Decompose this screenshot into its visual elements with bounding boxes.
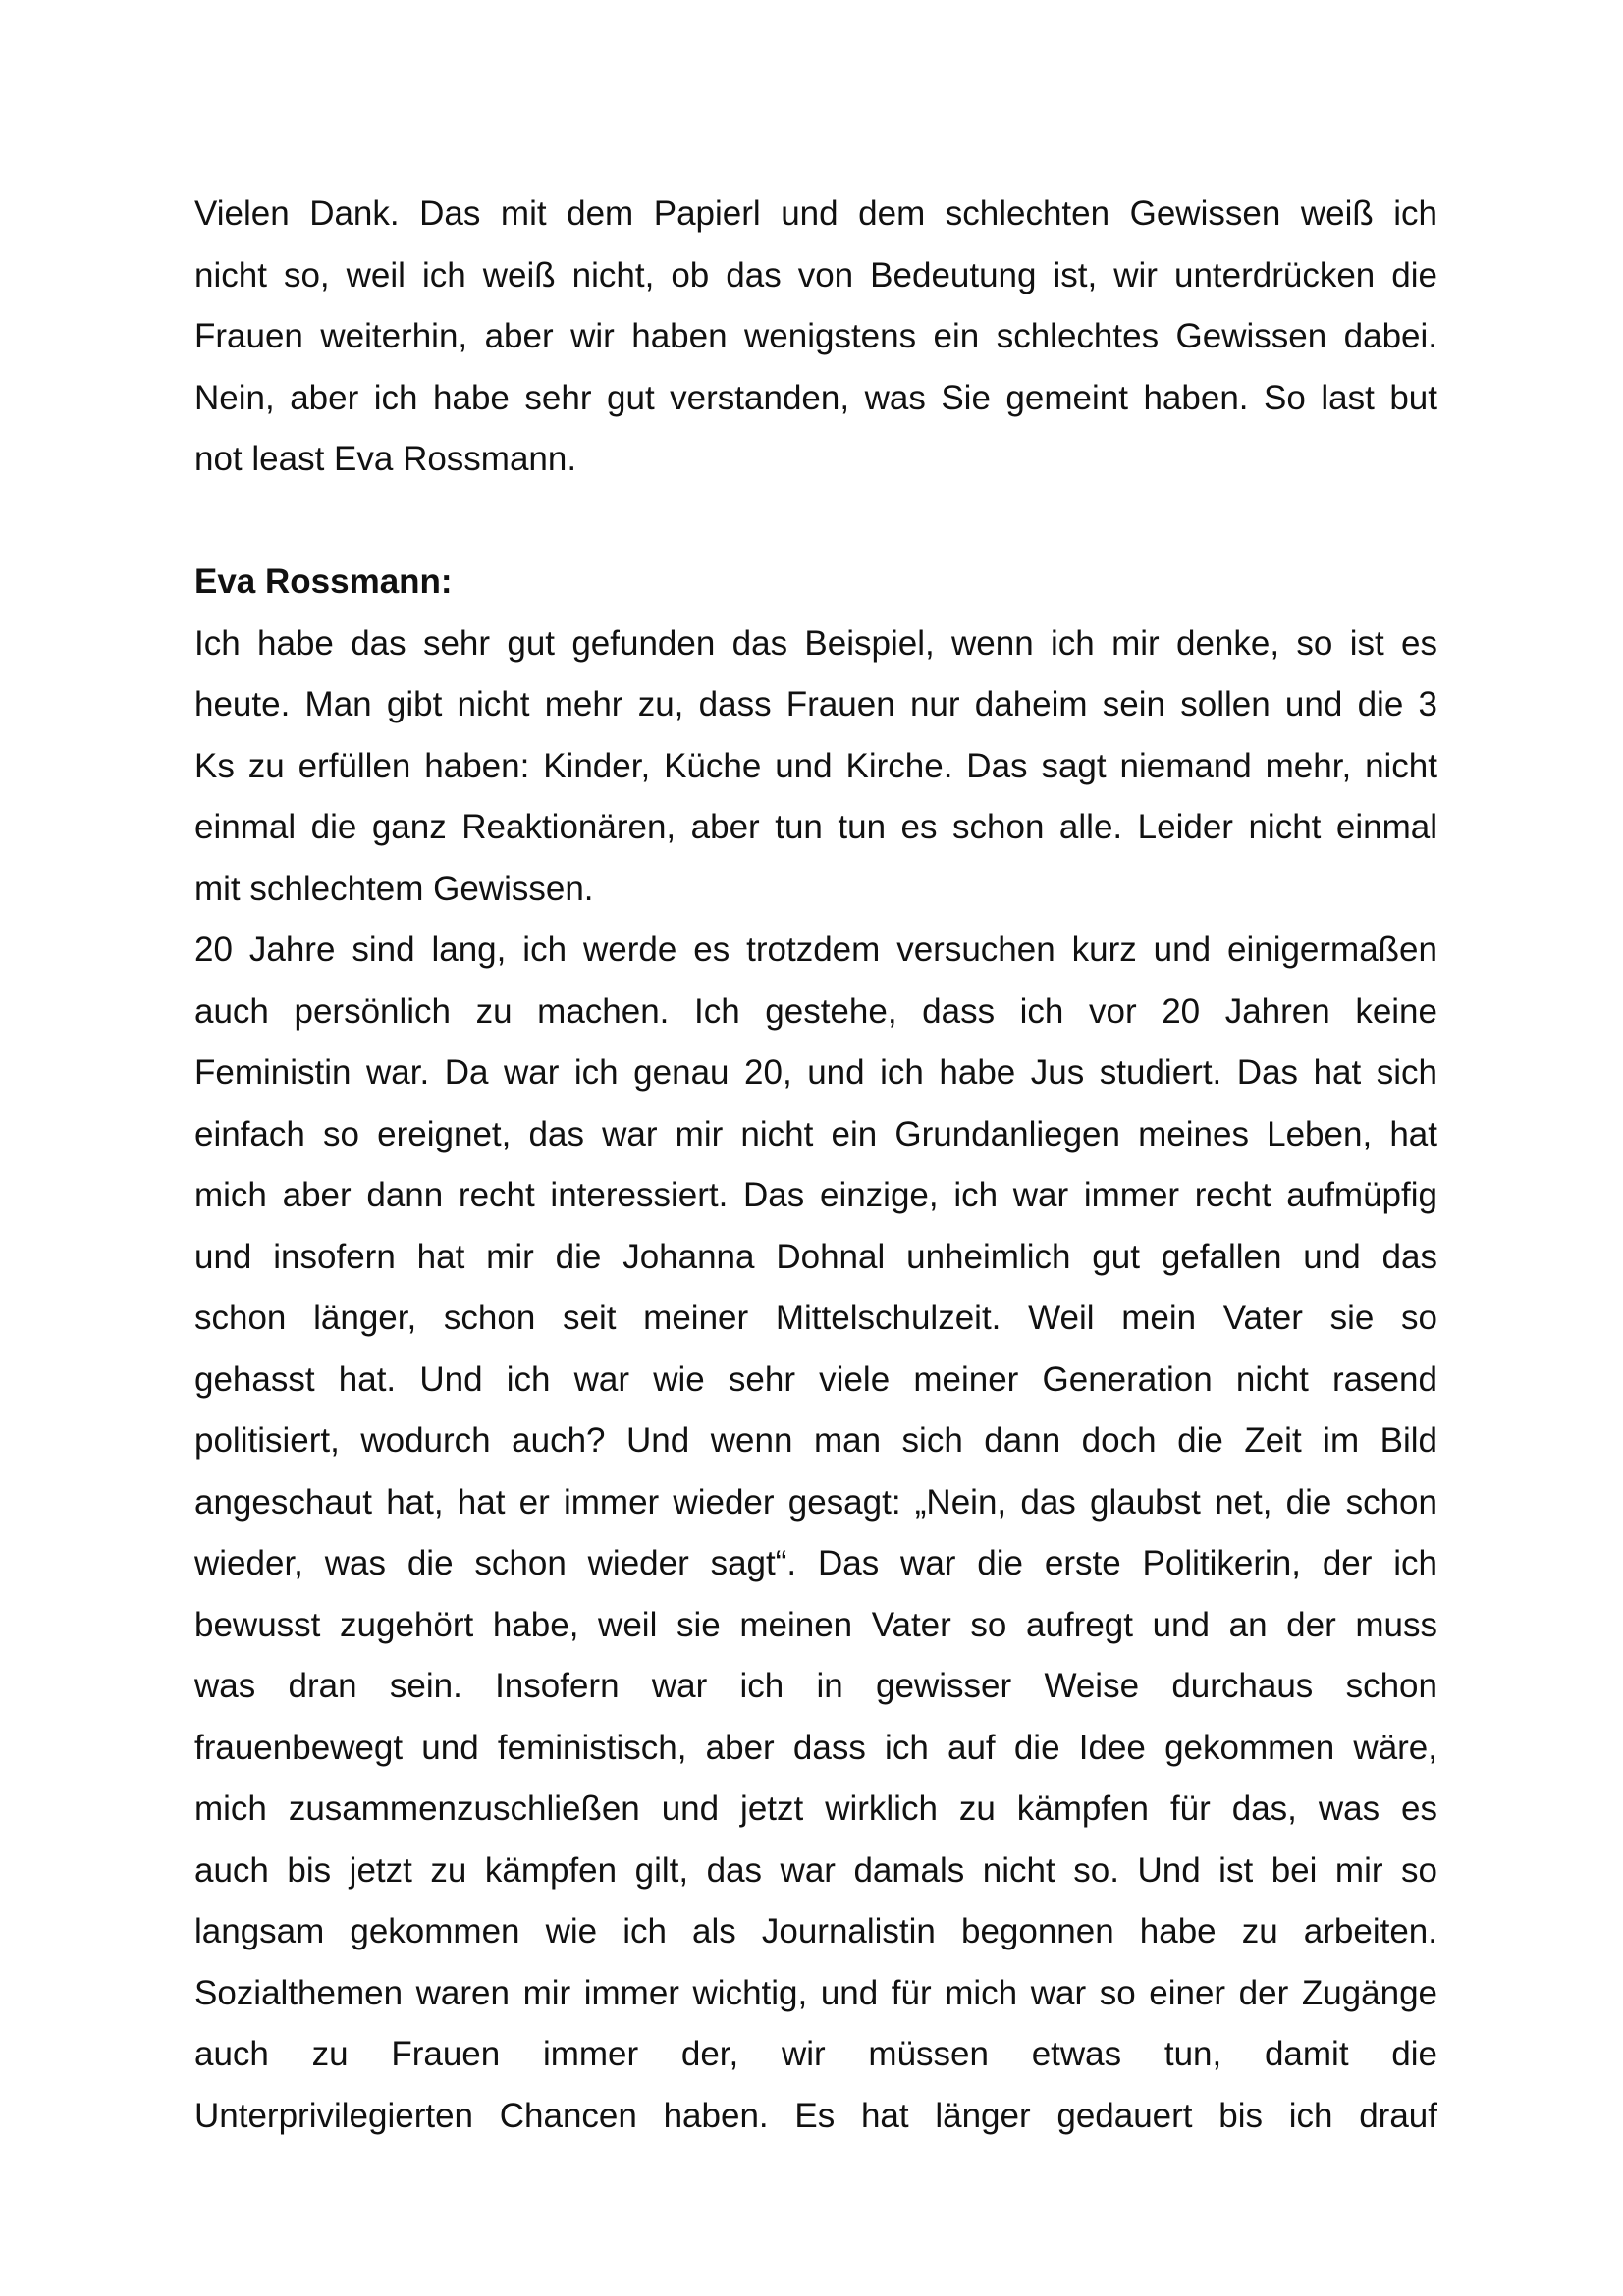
speaker-paragraph-1 — [194, 614, 1437, 921]
text-line: frauenbewegt und feministisch, aber dass ich auf die Idee gekommen wäre, — [194, 1728, 1437, 1767]
text-line: einfach so ereignet, das war mir nicht ein Grundanliegen meines Leben, hat — [194, 1114, 1437, 1153]
text-line: einmal die ganz Reaktionären, aber tun tun es schon alle. Leider nicht einmal — [194, 808, 1437, 846]
text-line: angeschaut hat, hat er immer wieder gesagt: „Nein, das glaubst net, die schon — [194, 1482, 1437, 1522]
text-line: nicht so, weil ich weiß nicht, ob das von Bedeutung ist, wir unterdrücken die — [194, 255, 1437, 294]
speaker-section — [194, 552, 1437, 2147]
text-line: mich aber dann recht interessiert. Das einzige, ich war immer recht aufmüpfig — [194, 1176, 1437, 1214]
moderator-paragraph — [194, 184, 1437, 491]
text-line: langsam gekommen wie ich als Journalistin begonnen habe zu arbeiten. — [194, 1912, 1437, 1950]
text-line: Feministin war. Da war ich genau 20, und ich habe Jus studiert. Das hat sich — [194, 1053, 1437, 1092]
text-line: auch persönlich zu machen. Ich gestehe, dass ich vor 20 Jahren keine — [194, 991, 1437, 1031]
speaker-paragraph-2 — [194, 920, 1437, 2147]
text-line: Frauen weiterhin, aber wir haben wenigstens ein schlechtes Gewissen dabei. — [194, 317, 1437, 355]
text-line: was dran sein. Insofern war ich in gewisser Weise durchaus schon — [194, 1667, 1437, 1705]
text-line: Vielen Dank. Das mit dem Papierl und dem schlechten Gewissen weiß ich — [194, 194, 1437, 233]
text-line: mich zusammenzuschließen und jetzt wirklich zu kämpfen für das, was es — [194, 1789, 1437, 1828]
text-line: gehasst hat. Und ich war wie sehr viele meiner Generation nicht rasend — [194, 1360, 1437, 1399]
text-line: Unterprivilegierten Chancen haben. Es hat länger gedauert bis ich drauf — [194, 2096, 1437, 2135]
text-line: schon länger, schon seit meiner Mittelschulzeit. Weil mein Vater sie so — [194, 1299, 1437, 1337]
text-line: not least Eva Rossmann. — [194, 440, 577, 478]
text-line: Ks zu erfüllen haben: Kinder, Küche und Kirche. Das sagt niemand mehr, nicht — [194, 746, 1437, 785]
text-line: auch bis jetzt zu kämpfen gilt, das war damals nicht so. Und ist bei mir so — [194, 1850, 1437, 1890]
text-line: politisiert, wodurch auch? Und wenn man sich dann doch die Zeit im Bild — [194, 1421, 1437, 1460]
text-line: bewusst zugehört habe, weil sie meinen Vater so aufregt und an der muss — [194, 1605, 1437, 1644]
text-line: mit schlechtem Gewissen. — [194, 869, 594, 908]
text-line: heute. Man gibt nicht mehr zu, dass Frauen nur daheim sein sollen und die 3 — [194, 685, 1437, 723]
text-line: und insofern hat mir die Johanna Dohnal unheimlich gut gefallen und das — [194, 1237, 1437, 1276]
text-line: wieder, was die schon wieder sagt“. Das war die erste Politikerin, der ich — [194, 1544, 1437, 1582]
text-line: Sozialthemen waren mir immer wichtig, und für mich war so einer der Zugänge — [194, 1973, 1437, 2012]
text-line: 20 Jahre sind lang, ich werde es trotzdem versuchen kurz und einigermaßen — [194, 931, 1437, 969]
text-line: auch zu Frauen immer der, wir müssen etwas tun, damit die — [194, 2035, 1437, 2073]
text-line: Nein, aber ich habe sehr gut verstanden, was Sie gemeint haben. So last but — [194, 378, 1437, 417]
speaker-name: Eva Rossmann: — [194, 562, 453, 601]
text-line: Ich habe das sehr gut gefunden das Beispiel, wenn ich mir denke, so ist es — [194, 623, 1437, 663]
